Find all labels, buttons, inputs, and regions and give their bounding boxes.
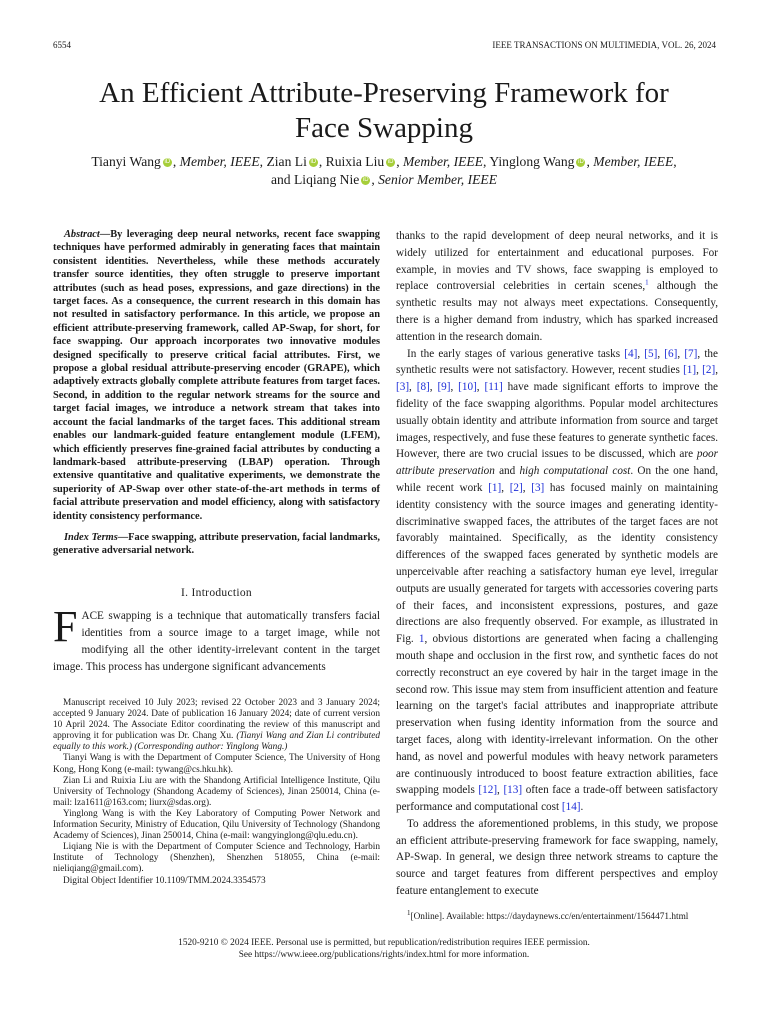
affiliation-4: Liqiang Nie is with the Department of Computer Science and Technology, Harbin Institute of Technology (Shenzhen), Shenzhen 518055, China (e-mail: nieliqiang@gmail.com). <box>53 842 380 875</box>
author-name: and Liqiang Nie <box>270 172 360 187</box>
citation-link[interactable]: [2] <box>702 364 716 377</box>
citation-link[interactable]: [14] <box>561 801 581 814</box>
contribution-note: (Tianyi Wang and Zian Li contributed equally to this work.) (Corresponding author: Yinglong Wang.) <box>53 731 380 753</box>
copyright-line: 1520-9210 © 2024 IEEE. Personal use is permitted, but republication/redistribution requires IEEE permission. <box>178 938 590 948</box>
section-heading: I. Introduction <box>181 586 252 599</box>
paragraph-text: , obvious distortions are generated when facing a challenging mouth shape and occlusion in the first row, and synthetic faces do not correctly reconstruct an eye covered by hair in the target image in the second row. This issue may stem from insufficient attention and feature learning on the target's facial attributes and inappropriate attribute preservation when fusing identity information from the source and target faces, along with identity-irrelevant information. On the other hand, as novel and powerful modules with heavy network parameters are continuously introduced to boost feature extraction abilities, face swapping models <box>396 633 718 797</box>
index-terms-label: Index Terms <box>64 531 118 543</box>
footnote-url[interactable]: [Online]. Available: https://daydaynews.cc/en/entertainment/1564471.html <box>410 912 689 922</box>
orcid-icon[interactable]: iD <box>310 159 317 165</box>
paragraph-text: has focused mainly on maintaining identity consistency with the source images and generating identity-discriminative swapped faces, the attributes of the target faces are not favorably maintained. Specifically, as the identity consistency differences of the swapped faces generated by synthetic models are unperceivable after reaching a satisfactory human eye level, irregular outputs are usually generated for targets with accessories covering parts of their faces, and inconsistent expressions, postures, and gaze directions are also frequently observed. For example, as illustrated in Fig. <box>396 481 719 646</box>
citation-link[interactable]: [5] <box>644 347 658 360</box>
citation-link[interactable]: [1] <box>488 481 502 494</box>
paragraph-text: thanks to the rapid development of deep neural networks, and it is widely utilized for entertainment and educational purposes. For example, in movies and TV shows, face swapping is employed to replace controversial celebrities in certain scenes, <box>396 230 718 293</box>
footnote-marker: 1 <box>407 908 411 917</box>
abstract <box>53 228 380 523</box>
citation-link[interactable]: [2] <box>509 481 523 494</box>
orcid-icon[interactable]: iD <box>164 159 171 165</box>
author-role: Senior Member, IEEE <box>378 172 498 187</box>
manuscript-info <box>53 698 380 753</box>
abstract-text: —By leveraging deep neural networks, recent face swapping techniques have performed admirably in generating faces that maintain consistent identities. Nevertheless, while these methods accurately transfer source identities, they often struggle to preserve important attributes (such as head poses, expressions, and gaze directions) in the target faces. As a consequence, the current research in this domain has not resulted in satisfactory performance. In this article, we propose an efficient attribute-preserving framework, called AP-Swap, for short, for face swapping. Our approach incorporates two innovative modules designed specifically to preserve critical facial attributes. First, we propose a global residual attribute-preserving encoder (GRAPE), which adaptively extracts globally complete attribute features from target faces. Second, in addition to the regular network streams for the source and target facial images, we introduce a network stream that takes into account the facial landmarks of the target faces. This additional stream enables our landmark-guided feature entanglement module (LFEM), which efficiently preserves fine-grained facial attributes by conducting a landmark-based attribute-preserving (LBAP) operation. Through extensive quantitative and qualitative experiments, we demonstrate the superiority of AP-Swap over other state-of-the-art methods in terms of facial attribute preservation and model efficiency, along with satisfactory identity consistency performance. <box>53 229 380 522</box>
left-column <box>53 228 380 675</box>
paragraph-text: have made significant efforts to improve the fidelity of the face swapping algorithms. Popular model architectures usually obtain identity and attribute information from source and target images, respectively, and fuse these features to generate synthetic faces. However, there are two crucial issues to be discussed, which are <box>396 381 719 461</box>
citation-link[interactable]: [3] <box>531 481 545 494</box>
paper-title <box>40 76 728 146</box>
author-role: Member, IEEE <box>593 154 674 169</box>
url-footnote <box>396 908 718 923</box>
citation-link[interactable]: [13] <box>503 784 523 797</box>
affiliation-3: Yinglong Wang is with the Key Laboratory of Computing Power Network and Information Security, Ministry of Education, Qilu University of Technology (Shandong Academy of Sciences), Jinan 250014, China (e-mail: wangyinglong@qlu.edu.cn). <box>53 808 380 842</box>
citation-link[interactable]: [9] <box>437 381 451 394</box>
affiliation-2: Zian Li and Ruixia Liu are with the Shandong Artificial Intelligence Institute, Qilu University of Technology (Shandong Academy of Sciences), Jinan 250014, China (e-mail: lza1611@163.com; liurx@sdas.org). <box>53 775 380 808</box>
paragraph-text: , the synthetic results were not satisfactory. However, recent studies <box>396 347 718 377</box>
paragraph-3: To address the aforementioned problems, in this study, we propose an efficient attribute-preserving framework for face swapping, namely, AP-Swap. In general, we design three network streams to capture the source and target features from different perspectives and employ feature entanglement to execute <box>396 817 718 898</box>
emphasis: high computational cost <box>519 465 631 478</box>
author-list: Tianyi Wang iD , Member, IEEE, Zian Li iD , Ruixia Liu iD , Member, IEEE, Yinglong Wang iD , Member, IEEE, and Liqiang Nie iD , Senior Member, IEEE <box>91 154 677 187</box>
paragraph-text: . <box>580 801 584 814</box>
paragraph-text: and <box>494 465 520 478</box>
index-terms <box>53 531 380 558</box>
manuscript-dates: Manuscript received 10 July 2023; revised 22 October 2023 and 3 January 2024; accepted 9 January 2024. Date of publication 16 January 2024; date of current version 10 April 2024. The Associate Editor coordinating the review of this manuscript and approving it for publication was Dr. Chang Xu. <box>53 698 380 742</box>
author-name: Ruixia Liu <box>325 154 385 169</box>
paragraph-text: often face a trade-off between satisfactory performance and computational cost <box>396 784 719 814</box>
affiliation-1: Tianyi Wang is with the Department of Computer Science, The University of Hong Kong, Hong Kong (e-mail: tywang@cs.hku.hk). <box>53 753 380 775</box>
paragraph-1 <box>396 228 718 346</box>
rights-link[interactable]: See https://www.ieee.org/publications/rights/index.html for more information. <box>238 949 530 960</box>
orcid-icon[interactable]: iD <box>387 159 394 165</box>
title-line-1: An Efficient Attribute-Preserving Framework for <box>99 77 669 109</box>
citation-link[interactable]: [7] <box>684 347 698 360</box>
paragraph-2: In the early stages of various generative tasks [4], [5], [6], [7], the synthetic results were not satisfactory. However, recent studies [1], [2], [3], [8], [9], [10], [11] have made significant efforts to improve the fidelity of the face swapping algorithms. Popular model architectures usually obtain identity and attribute information from source and target images, respectively, and fuse these features to generate synthetic faces. However, there are two crucial issues to be discussed, which are poor attribute preservation and high computational cost. On the one hand, while recent work [1], [2], [3] has focused mainly on maintaining identity consistency with the source images and generating identity-discriminative swapped faces, the attributes of the target faces are not favorably maintained. Specifically, as the identity consistency differences of the swapped faces generated by synthetic models are unperceivable after reaching a satisfactory human eye level, irregular outputs are usually generated for targets with accessories covering parts of their faces, and inconsistent expressions, postures, and gaze directions are also frequently observed. For example, as illustrated in Fig. 1, obvious distortions are generated when facing a challenging mouth shape and occlusion in the first row, and synthetic faces do not correctly reconstruct an eye covered by hair in the target image in the second row. This issue may stem from insufficient attention and feature learning on the target's facial attributes and inappropriate attribute preservation when fusing identity information from the source and target faces, along with identity-irrelevant information. On the other hand, as novel and powerful modules with heavy network parameters are continuously introduced to boost feature extraction abilities, face swapping models [12], [13] often face a trade-off between satisfactory performance and computational cost [14]. <box>396 347 719 814</box>
journal-header: IEEE TRANSACTIONS ON MULTIMEDIA, VOL. 26, 2024 <box>492 40 716 50</box>
abstract-label: Abstract <box>64 229 100 240</box>
drop-cap: F <box>53 602 78 652</box>
citation-link[interactable]: [4] <box>624 347 638 360</box>
orcid-icon[interactable]: iD <box>362 177 369 183</box>
copyright-footer <box>40 938 728 961</box>
intro-paragraph <box>53 602 380 675</box>
citation-link[interactable]: [8] <box>416 381 430 394</box>
citation-link[interactable]: [12] <box>478 784 498 797</box>
orcid-icon[interactable]: iD <box>578 159 584 165</box>
citation-link[interactable]: [6] <box>664 347 678 360</box>
author-name: Zian Li <box>266 154 307 169</box>
author-role: Member, IEEE <box>402 154 484 169</box>
citation-link[interactable]: [11] <box>484 381 503 394</box>
index-terms-text: —Face swapping, attribute preservation, facial landmarks, generative adversarial network. <box>53 531 380 557</box>
paragraph-text: although the synthetic results may not always meet expectations. Consequently, there is a higher demand from industry, which has sparked increased attention in the research domain. <box>396 280 718 343</box>
author-footnotes <box>53 698 380 887</box>
author-role: Member, IEEE <box>179 154 260 169</box>
author-name: Tianyi Wang <box>91 154 161 169</box>
emphasis: poor attribute preservation <box>396 448 718 478</box>
paragraph-text: In the early stages of various generative tasks <box>407 347 625 360</box>
citation-link[interactable]: [3] <box>396 381 410 394</box>
paragraph-text: . On the one hand, while recent work <box>396 465 719 494</box>
intro-text: ACE swapping is a technique that automatically transfers facial identities from a source image to a target image, while not modifying all the other identity-irrelevant content in the target image. This process has undergone significant advancements <box>53 610 380 673</box>
doi: Digital Object Identifier 10.1109/TMM.2024.3354573 <box>63 875 266 886</box>
citation-link[interactable]: [10] <box>458 381 477 394</box>
page-number: 6554 <box>53 40 71 50</box>
figure-link[interactable]: 1 <box>418 633 425 646</box>
author-name: Yinglong Wang <box>489 154 575 169</box>
title-line-2: Face Swapping <box>295 112 473 144</box>
citation-link[interactable]: [1] <box>683 364 697 377</box>
right-column <box>396 228 718 900</box>
footnote-ref[interactable]: 1 <box>645 278 649 287</box>
